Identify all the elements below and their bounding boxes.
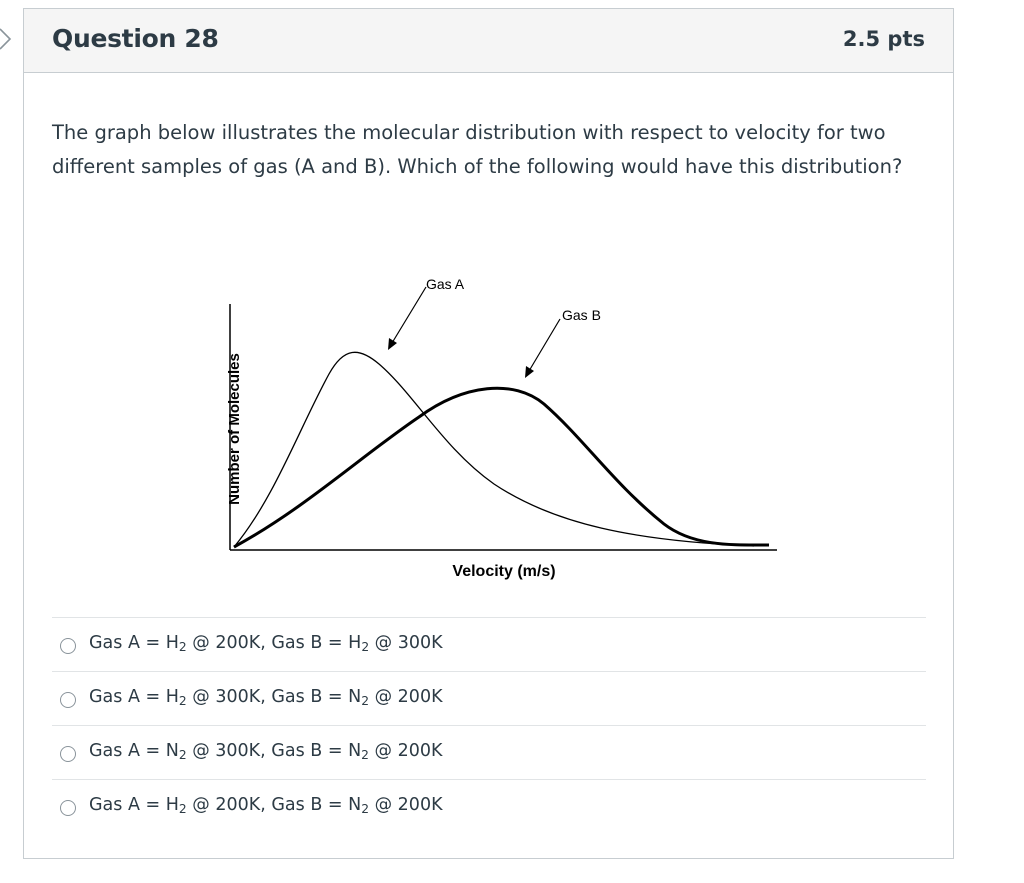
answer-radio-1[interactable] [60, 638, 76, 654]
question-points: 2.5 pts [842, 27, 925, 51]
question-card [23, 8, 954, 859]
answer-radio-3[interactable] [60, 746, 76, 762]
collapse-chevron-icon[interactable] [0, 26, 16, 52]
answer-label-4[interactable]: Gas $A = H_2$ @ 200K, Gas $B = N_2$ @ 200K [89, 795, 443, 816]
gas-a-arrow [392, 287, 426, 343]
answer-option-2[interactable] [52, 671, 926, 725]
gas-b-arrowhead [525, 366, 534, 378]
answer-option-1[interactable] [52, 617, 926, 671]
question-title: Question 28 [52, 24, 219, 53]
answer-list [52, 617, 926, 833]
answer-option-3[interactable] [52, 725, 926, 779]
question-text: The graph below illustrates the molecular distribution with respect to velocity for two different samples of gas (A and B). Which of the following would have this distribution? [52, 121, 903, 178]
y-axis-label: Number of Molecules [226, 353, 243, 505]
answer-radio-2[interactable] [60, 692, 76, 708]
gas-a-label: Gas A [426, 276, 465, 292]
gas-a-curve [234, 352, 754, 547]
gas-b-label: Gas B [562, 307, 601, 323]
x-axis-label: Velocity (m/s) [452, 563, 556, 580]
gas-a-arrowhead [388, 338, 397, 350]
answer-label-2[interactable]: Gas $A = H_2$ @ 300K, Gas $B = N_2$ @ 200K [89, 687, 443, 708]
gas-b-curve [234, 388, 769, 547]
velocity-distribution-figure [194, 259, 794, 589]
gas-b-arrow [529, 319, 560, 371]
answer-radio-4[interactable] [60, 800, 76, 816]
answer-label-3[interactable]: Gas $A = N_2$ @ 300K, Gas $B = N_2$ @ 200K [89, 741, 443, 762]
answer-option-4[interactable] [52, 779, 926, 833]
question-header [24, 9, 953, 73]
answer-label-1[interactable]: Gas $A = H_2$ @ 200K, Gas $B = H_2$ @ 300K [89, 633, 443, 654]
